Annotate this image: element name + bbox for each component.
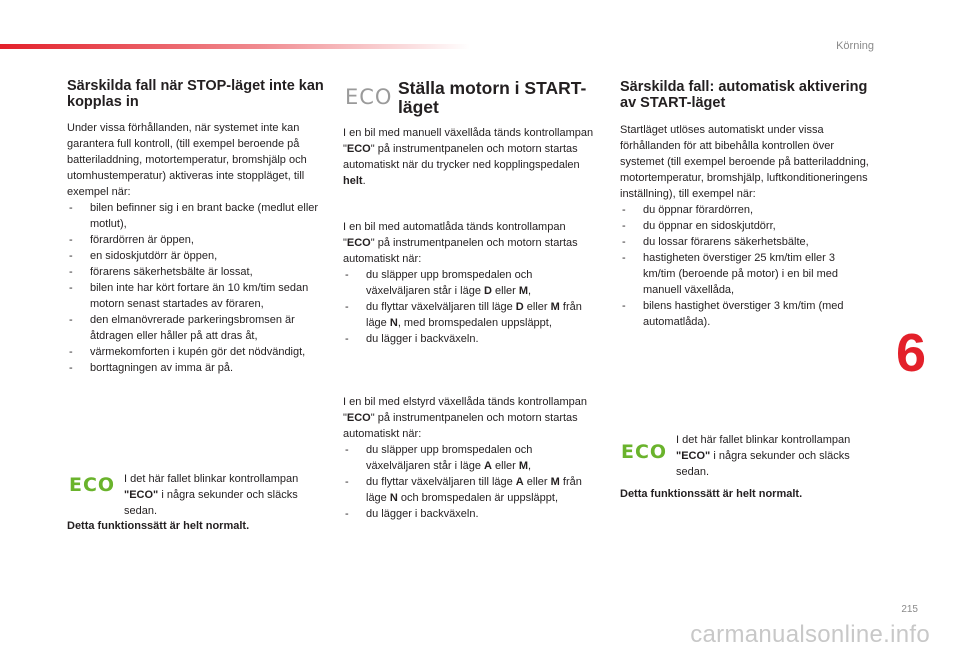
- note-text: i några sekunder och släcks sedan.: [124, 489, 298, 517]
- col2-automatic-text: I en bil med automatlåda tänds kontrollampan "ECO" på instrumentpanelen och motorn startas automatiskt när:: [343, 221, 578, 265]
- list-item: - du flyttar växelväljaren till läge A eller M från läge N och bromspedalen är uppsläppt,: [343, 474, 595, 506]
- list-item: - förardörren är öppen,: [67, 232, 325, 248]
- section-title: Körning: [836, 40, 874, 52]
- col3-intro: Startläget utlöses automatiskt under vissa förhållanden för att bibehålla kontrollen över systemet (till exempel beroende på batteriladdning, motortemperatur, bromshjälp, luftkonditioneringens inställning), till exempel när:: [620, 124, 869, 200]
- col2-automatic: [343, 219, 595, 347]
- eco-icon: ECO: [621, 441, 668, 463]
- page-number: 215: [901, 604, 918, 615]
- column-stop-mode: [67, 78, 325, 376]
- column-start-mode: [620, 79, 870, 330]
- list-item: - hastigheten överstiger 25 km/tim eller 3 km/tim (beroende på motor) i en bil med manuell växellåda,: [620, 250, 870, 298]
- list-item: - du lägger i backväxeln.: [343, 331, 595, 347]
- list-item: - bilens hastighet överstiger 3 km/tim (med automatlåda).: [620, 298, 870, 330]
- col1-note: [124, 471, 324, 519]
- list-item: - du släpper upp bromspedalen och växelväljaren står i läge D eller M,: [343, 267, 595, 299]
- list-item: - du lägger i backväxeln.: [343, 506, 595, 522]
- col3-conclusion: Detta funktionssätt är helt normalt.: [620, 488, 803, 500]
- list-item: - du lossar förarens säkerhetsbälte,: [620, 234, 870, 250]
- col1-intro: Under vissa förhållanden, när systemet inte kan garantera full kontroll, (till exempel beroende på batteriladdning, motortemperatur, bromshjälp och utomhustemperatur) aktiveras inte stoppläget, till exempel när:: [67, 122, 307, 198]
- list-item: - du flyttar växelväljaren till läge D eller M från läge N, med bromspedalen uppsläppt,: [343, 299, 595, 331]
- col1-title: Särskilda fall när STOP-läget inte kan kopplas in: [67, 78, 324, 110]
- col2-electric: [343, 394, 595, 522]
- col1-list: [67, 200, 325, 376]
- list-item: - du öppnar förardörren,: [620, 202, 870, 218]
- col3-list: [620, 202, 870, 330]
- col2-automatic-list: [343, 267, 595, 347]
- list-item: - värmekomforten i kupén gör det nödvändigt,: [67, 344, 325, 360]
- list-item: - du släpper upp bromspedalen och växelväljaren står i läge A eller M,: [343, 442, 595, 474]
- note-text: I det här fallet blinkar kontrollampan: [124, 473, 299, 485]
- col2-manual-text: I en bil med manuell växellåda tänds kontrollampan "ECO" på instrumentpanelen och motorn startas automatiskt när du trycker ned kopplingspedalen helt.: [343, 127, 594, 187]
- chapter-number: 6: [895, 323, 926, 383]
- col2-electric-list: [343, 442, 595, 522]
- list-item: - en sidoskjutdörr är öppen,: [67, 248, 325, 264]
- note-text: i några sekunder och släcks sedan.: [676, 450, 850, 478]
- col2-header: [398, 79, 598, 117]
- col3-title: Särskilda fall: automatisk aktivering av START-läget: [620, 79, 868, 111]
- list-item: - bilen inte har kört fortare än 10 km/tim sedan motorn senast startades av föraren,: [67, 280, 325, 312]
- eco-icon: ECO: [345, 85, 393, 109]
- col3-note: [676, 432, 876, 480]
- list-item: - bilen befinner sig i en brant backe (medlut eller motlut),: [67, 200, 325, 232]
- note-eco: "ECO": [676, 450, 711, 462]
- col1-conclusion: Detta funktionssätt är helt normalt.: [67, 520, 250, 532]
- note-eco: "ECO": [124, 489, 159, 501]
- note-text: I det här fallet blinkar kontrollampan: [676, 434, 851, 446]
- list-item: - borttagningen av imma är på.: [67, 360, 325, 376]
- list-item: - du öppnar en sidoskjutdörr,: [620, 218, 870, 234]
- list-item: - den elmanövrerade parkeringsbromsen är åtdragen eller håller på att dras åt,: [67, 312, 325, 344]
- col2-electric-text: I en bil med elstyrd växellåda tänds kontrollampan "ECO" på instrumentpanelen och motorn startas automatiskt när:: [343, 396, 587, 440]
- list-item: - förarens säkerhetsbälte är lossat,: [67, 264, 325, 280]
- header-accent-bar: [0, 44, 470, 49]
- col2-manual: [343, 125, 595, 189]
- col2-title: Ställa motorn i START-läget: [398, 78, 587, 117]
- eco-icon: ECO: [69, 474, 116, 496]
- watermark: carmanualsonline.info: [690, 621, 930, 648]
